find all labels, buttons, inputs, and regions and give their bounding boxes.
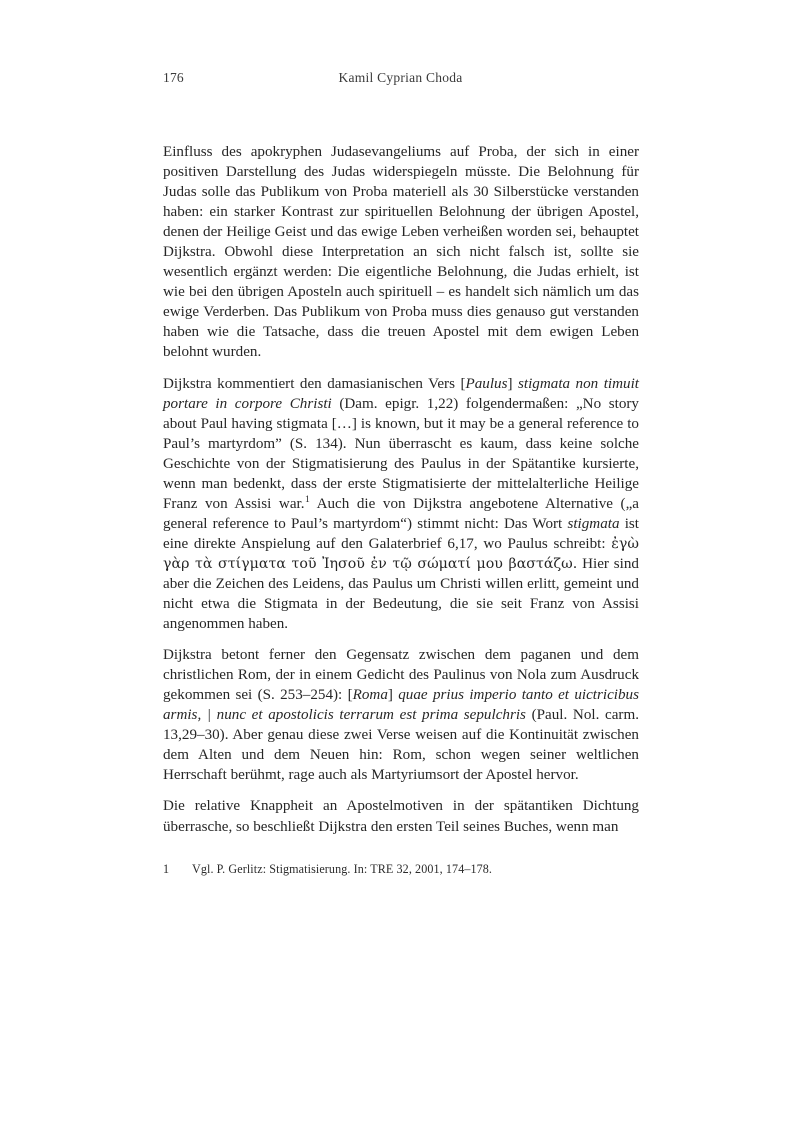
italic-run: quae prius imperio tanto et uictricibus armis, | nunc et apostolicis terrarum est prima sepulchris <box>163 687 639 724</box>
italic-run: stigmata <box>567 515 620 532</box>
text-run: (Dam. epigr. 1,22) folgendermaßen: „No story about Paul having stigmata […] is known, but it may be a general reference to Paul’s martyrdom” (S. 134). Nun überrascht es kaum, dass keine solche Geschichte von der Stigmatisierung des Paulus in der Spätantike kursierte, wenn man bedenkt, dass der erste Stigmatisierte der mittelalterliche Heilige Franz von Assisi war. <box>163 395 639 512</box>
text-run: Die relative Knappheit an Apostelmotiven in der spätantiken Dichtung überrasche, so beschließt Dijkstra den ersten Teil seines Buches, wenn man <box>163 798 639 835</box>
footnote-marker[interactable]: 1 <box>305 493 310 505</box>
text-run: ] <box>387 687 399 704</box>
page-number: 176 <box>163 70 184 85</box>
footnote-number: 1 <box>163 862 170 876</box>
paragraph-2 <box>163 374 639 635</box>
running-head <box>163 70 638 90</box>
text-run: Auch die von Dijkstra angebotene Alternative („a general reference to Paul’s martyrdom“) stimmt nicht: Das Wort <box>163 495 639 532</box>
body-text-block <box>163 142 639 837</box>
italic-run: Paulus <box>465 375 508 392</box>
running-head-title: Kamil Cyprian Choda <box>338 70 463 85</box>
text-run: Dijkstra betont ferner den Gegensatz zwischen dem paganen und dem christlichen Rom, der in einem Gedicht des Paulinus von Nola zum Ausdruck gekommen sei (S. 253–254): [ <box>163 647 639 704</box>
paragraph-1 <box>163 142 639 363</box>
text-run: ] <box>507 375 518 392</box>
text-run: Dijkstra kommentiert den damasianischen Vers [ <box>163 375 466 392</box>
footnote-area <box>163 861 639 877</box>
greek-quotation: ἐγὼ γὰρ τὰ στίγματα τοῦ Ἰησοῦ ἐν τῷ σώματί μου βαστάζω. <box>163 535 639 572</box>
footnote-text: Vgl. P. Gerlitz: Stigmatisierung. In: TRE 32, 2001, 174–178. <box>192 862 493 876</box>
paragraph-4 <box>163 796 639 836</box>
italic-run: stigmata non timuit portare in corpore Christi <box>163 375 639 412</box>
text-run: ist eine direkte Anspielung auf den Galaterbrief 6,17, wo Paulus schreibt: <box>163 515 640 552</box>
text-run: Einfluss des apokryphen Judasevangeliums auf Proba, der sich in einer positiven Darstellung des Judas widerspiegeln müsste. Die Belohnung für Judas solle das Publikum von Proba materiell als 30 Silberstücke verstanden haben: ein starker Kontrast zur spirituellen Belohnung der übrigen Apostel, denen der Heilige Geist und das ewige Leben verheißen worden sei, behauptet Dijkstra. Obwohl diese Interpretation an sich nicht falsch ist, sollte sie wesentlich ergänzt werden: Die eigentliche Belohnung, die Judas erhielt, ist wie bei den übrigen Aposteln auch spirituell – es handelt sich nämlich um das ewige Verderben. Das Publikum von Proba muss dies genauso gut verstanden haben wie die Tatsache, dass die treuen Apostel mit dem ewigen Leben belohnt wurden. <box>163 144 639 361</box>
text-run: (Paul. Nol. carm. 13,29–30). Aber genau diese zwei Verse weisen auf die Kontinuität zwischen dem Alten und dem Neuen hin: Rom, schon wegen seiner weltlichen Herrschaft berühmt, rage auch als Martyriumsort der Apostel hervor. <box>163 707 639 784</box>
text-run: Hier sind aber die Zeichen des Leidens, das Paulus um Christi willen erlitt, gemeint und nicht etwa die Stigmata in der Bedeutung, die sie seit Franz von Assisi angenommen haben. <box>163 555 639 633</box>
italic-run: Roma <box>352 687 388 704</box>
footnote-item <box>163 861 639 877</box>
paragraph-3 <box>163 645 639 785</box>
